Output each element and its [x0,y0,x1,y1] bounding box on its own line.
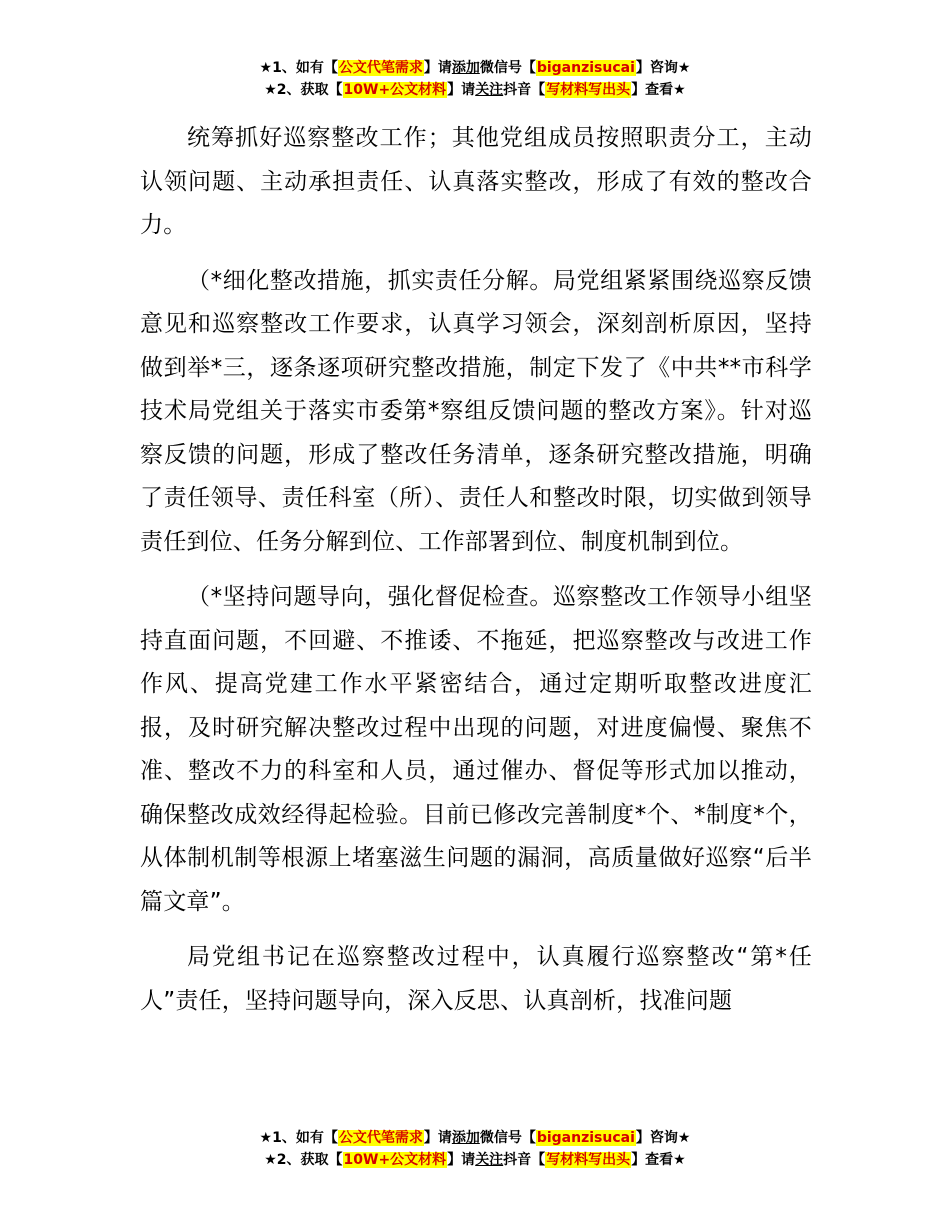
banner-text: 】咨询★ [635,1130,691,1146]
banner-text: 】请 [423,60,452,76]
paragraph-2: （*细化整改措施，抓实责任分解。局党组紧紧围绕巡察反馈意见和巡察整改工作要求，认真学习领会，深刻剖析原因，坚持做到举*三，逐条逐项研究整改措施，制定下发了《中共**市科学技术局党组关于落实市委第*察组反馈问题的整改方案》。针对巡察反馈的问题，形成了整改任务清单，逐条研究整改措施，明确了责任领导、责任科室（所）、责任人和整改时限，切实做到领导责任到位、任务分解到位、工作部署到位、制度机制到位。 [140,267,812,555]
banner-highlight: 10W+公文材料 [343,82,447,98]
banner-emphasis: 关注 [475,1152,504,1168]
banner-text: ★2、获取【 [264,1152,343,1168]
banner-emphasis: 关注 [475,82,504,98]
banner-text: 抖音【 [503,82,546,98]
paragraph-3: （*坚持问题导向，强化督促检查。巡察整改工作领导小组坚持直面问题，不回避、不推诿、不拖延，把巡察整改与改进工作作风、提高党建工作水平紧密结合，通过定期听取整改进度汇报，及时研究解决整改过程中出现的问题，对进度偏慢、聚焦不准、整改不力的科室和人员，通过催办、督促等形式加以推动，确保整改成效经得起检验。目前已修改完善制度*个、*制度*个，从体制机制等根源上堵塞滋生问题的漏洞，高质量做好巡察“后半篇文章”。 [140,584,812,915]
banner-highlight: 公文代笔需求 [338,1130,423,1146]
banner-text: 抖音【 [503,1152,546,1168]
banner-highlight: 写材料写出头 [546,82,631,98]
banner-highlight: biganzisucai [536,1130,635,1146]
banner-highlight: 公文代笔需求 [338,60,423,76]
header-banner-line-2 [0,79,950,101]
footer-banner-line-1 [0,1127,950,1149]
footer-banner [0,1127,950,1171]
banner-highlight: biganzisucai [536,60,635,76]
banner-text: ★1、如有【 [259,1130,338,1146]
header-banner [0,57,950,101]
paragraph-4: 局党组书记在巡察整改过程中，认真履行巡察整改“第*任人”责任，坚持问题导向，深入反思、认真剖析，找准问题 [140,944,812,1014]
banner-text: 微信号【 [479,1130,536,1146]
banner-text: 】请 [423,1130,452,1146]
banner-text: ★1、如有【 [259,60,338,76]
banner-highlight: 写材料写出头 [546,1152,631,1168]
banner-text: 】查看★ [631,82,686,98]
banner-emphasis: 添加 [451,1130,480,1146]
banner-text: 】咨询★ [635,60,691,76]
paragraph-1: 统筹抓好巡察整改工作；其他党组成员按照职责分工，主动认领问题、主动承担责任、认真落实整改，形成了有效的整改合力。 [140,125,812,238]
banner-text: 】查看★ [631,1152,686,1168]
banner-highlight: 10W+公文材料 [343,1152,447,1168]
footer-banner-line-2 [0,1149,950,1171]
banner-text: 】请 [447,82,476,98]
banner-text: ★2、获取【 [264,82,343,98]
banner-emphasis: 添加 [451,60,480,76]
header-banner-line-1 [0,57,950,79]
banner-text: 】请 [447,1152,476,1168]
banner-text: 微信号【 [479,60,536,76]
document-body [140,117,812,1035]
